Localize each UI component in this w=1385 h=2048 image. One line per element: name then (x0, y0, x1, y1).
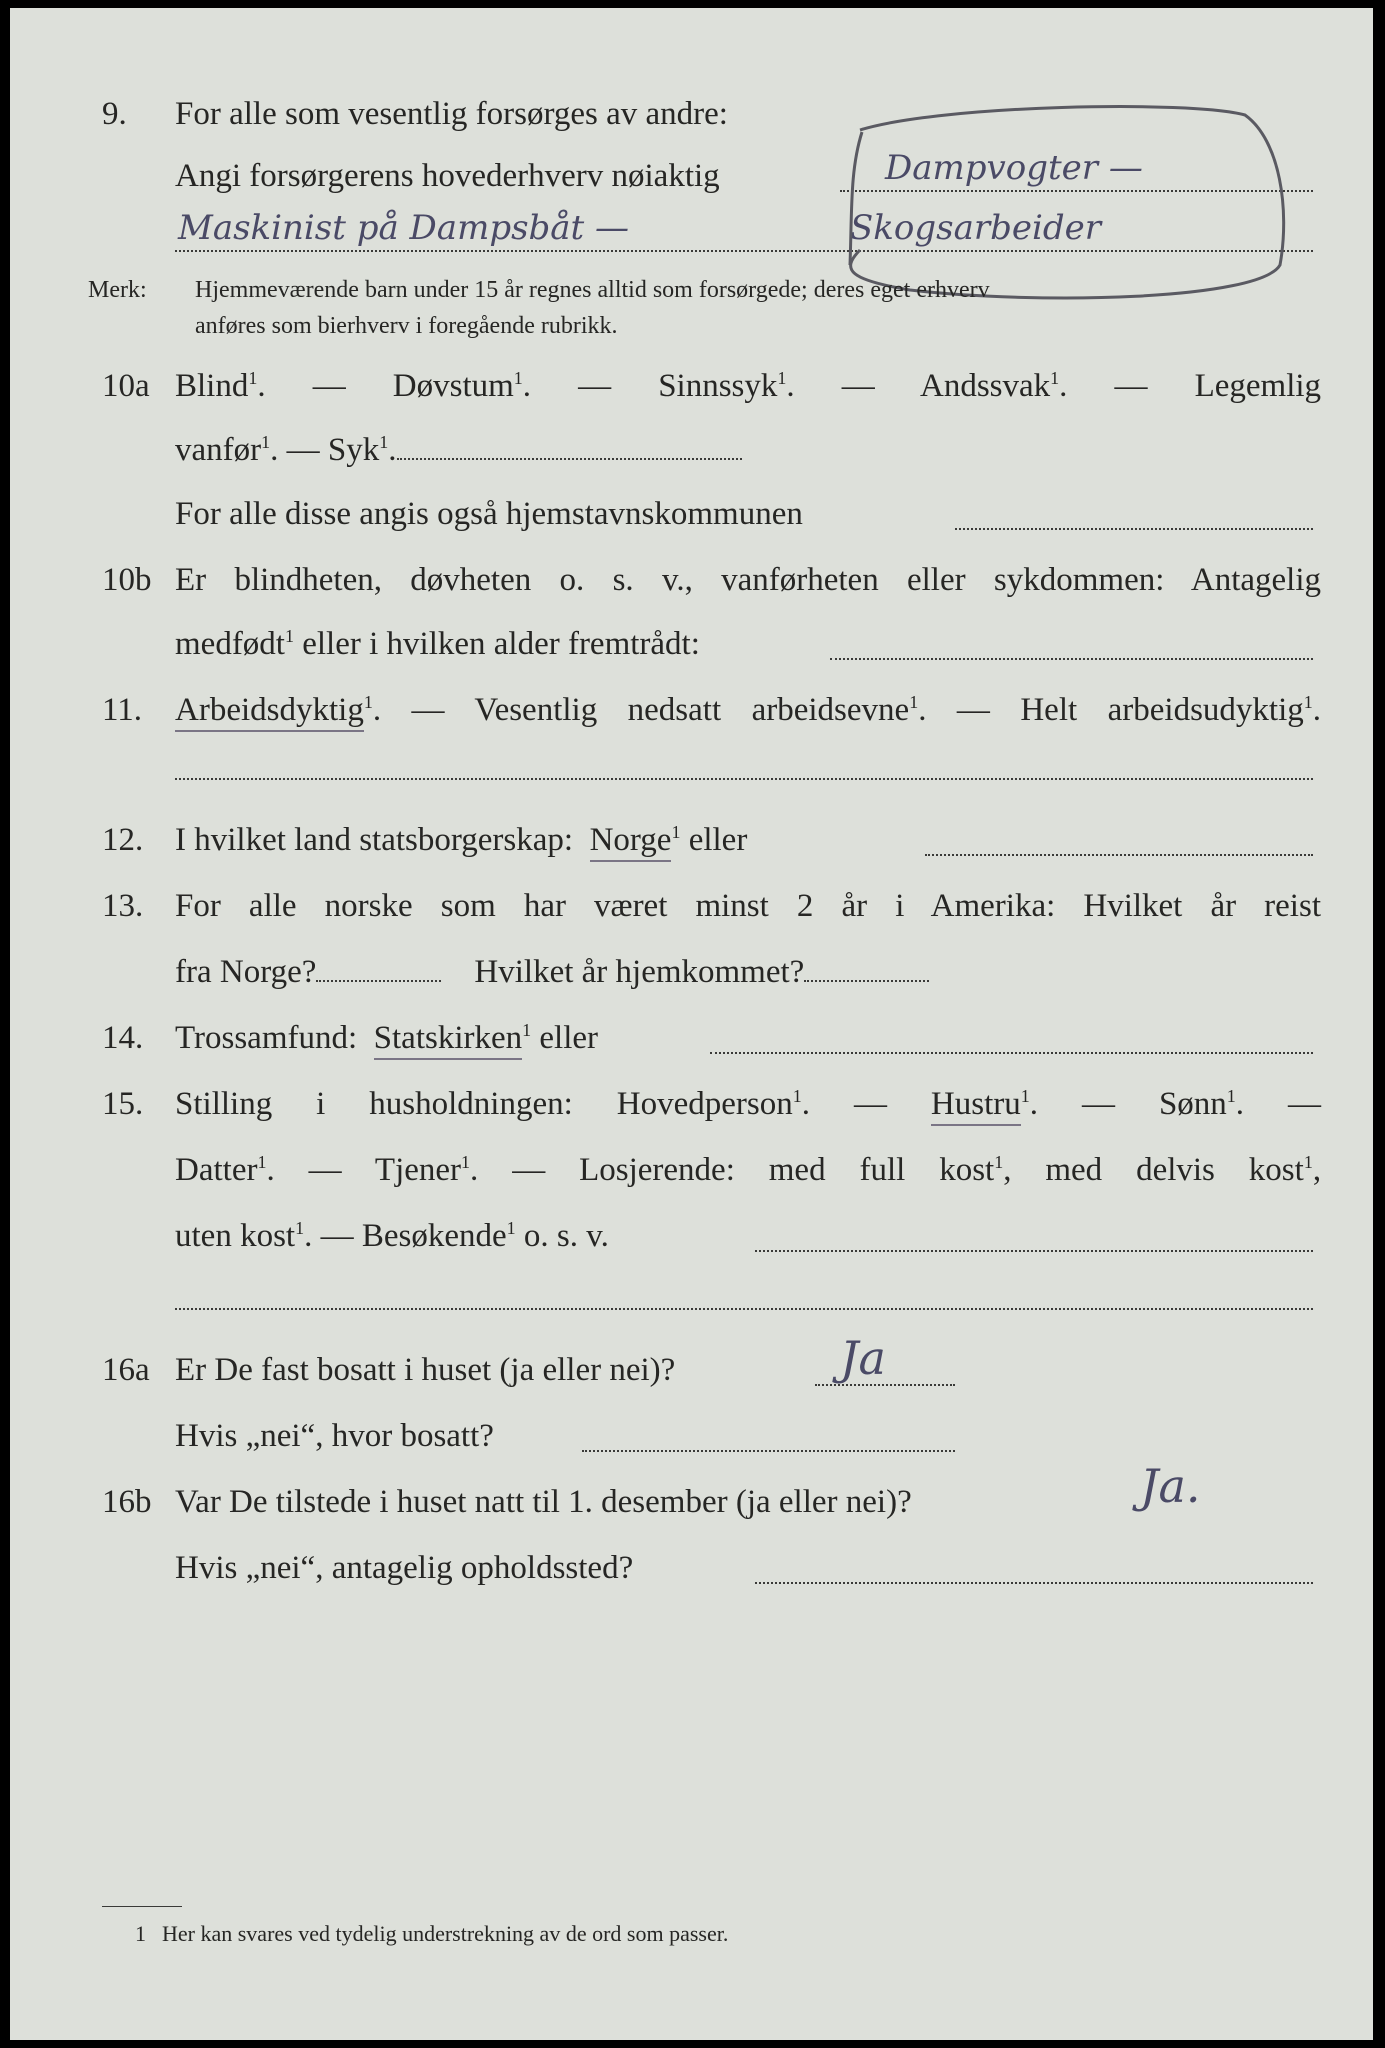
opt-dovstum: Døvstum (392, 368, 514, 404)
footnote-rule (102, 1904, 182, 1907)
footnote-text: Her kan svares ved tydelig understrekning av de ord som passer. (162, 1921, 729, 1946)
q12-number: 12. (102, 822, 144, 858)
q11-opt-arbeidsdyktig: Arbeidsdyktig (175, 692, 364, 732)
opt-legemlig: Legemlig (1194, 368, 1322, 404)
q10a-fill-kommune (955, 526, 1313, 530)
q10a-fill-syk (397, 456, 742, 460)
q11-fill (175, 776, 1313, 780)
q16a-number: 16a (102, 1352, 150, 1388)
q16b-handwritten-answer: Ja. (1140, 1459, 1201, 1513)
q15-number: 15. (102, 1086, 144, 1122)
merk-text1: Hjemmeværende barn under 15 år regnes alltid som forsørgede; deres eget erhverv (195, 277, 990, 303)
q9-handwritten-1: Dampvogter — (885, 148, 1143, 188)
q16b-fill (755, 1580, 1313, 1584)
q13-number: 13. (102, 888, 144, 924)
q13-text1: For alle norske som har været minst 2 år i Amerika: Hvilket år reist (175, 888, 1321, 924)
merk-text2: anføres som bierhverv i foregående rubrikk. (195, 313, 618, 339)
q15-opt-hustru: Hustru (931, 1086, 1021, 1126)
q16a-text1: Er De fast bosatt i huset (ja eller nei)? (175, 1352, 676, 1388)
opt-blind: Blind (175, 368, 249, 404)
q16b-text1: Var De tilstede i huset natt til 1. desember (ja eller nei)? (175, 1484, 912, 1520)
q9-text2: Angi forsørgerens hovederhverv nøiaktig (175, 158, 720, 194)
q16b-text2: Hvis „nei“, antagelig opholdssted? (175, 1550, 634, 1586)
q10a-number: 10a (102, 368, 150, 404)
opt-sinnssyk: Sinnssyk (658, 368, 778, 404)
q14-fill (710, 1050, 1313, 1054)
footnote-mark: 1 (135, 1921, 146, 1946)
opt-syk: Syk (327, 432, 380, 468)
q10b-text1: Er blindheten, døvheten o. s. v., vanførheten eller sykdommen: Antagelig (175, 562, 1321, 598)
q9-text1: For alle som vesentlig forsørges av andre: (175, 96, 728, 132)
q13-fill-hjemkommet (804, 978, 929, 982)
q16a-handwritten-answer: Ja (840, 1331, 886, 1385)
q10a-options: Blind$^1$. — Døvstum$^1$. — Sinnssyk$^1$. — Andssvak$^1$. — Legemlig (175, 368, 1322, 404)
q9-handwritten-2: Maskinist på Dampsbåt — (178, 208, 630, 248)
q12-fill (925, 852, 1313, 856)
q10a-text3: For alle disse angis også hjemstavnskommunen (175, 496, 803, 532)
opt-andssvak: Andssvak (920, 368, 1051, 404)
q13-fill-reist (316, 978, 441, 982)
q14-number: 14. (102, 1020, 144, 1056)
q16a-fill-bosatt (582, 1448, 955, 1452)
q14-opt-statskirken: Statskirken (374, 1020, 522, 1060)
q9-handwritten-3: Skogsarbeider (850, 208, 1101, 248)
merk-label: Merk: (88, 277, 147, 303)
q15-fill-line3 (755, 1248, 1313, 1252)
q10b-number: 10b (102, 562, 152, 598)
census-form-page: 9. For alle som vesentlig forsørges av andre: Angi forsørgerens hovederhverv nøiaktig Dampvogter — Maskinist på Dampsbåt — Skogsarbeider Merk: Hjemmeværende barn under 15 år regnes alltid som forsørgede; deres eget erhverv anføres som bierhverv i foregående rubrikk. 10a Blind$^1$. — Døvstum$^1$. — Sinnssyk$^1$. — Andssvak$^1$. — Legemlig vanfør$^1$. — Syk$^1$. For alle disse angis også hjemstavnskommunen 10b Er blindheten, døvheten o. s. v., vanførheten eller sykdommen: Antagelig medfødt$^1$ eller i hvilken alder fremtrådt: 11. Arbeidsdyktig$^1$. — Vesentlig nedsatt arbeidsevne$^1$. — Helt arbeidsudyktig$^1$. 12. I hvilket land statsborgerskap: Norge$^1$ eller 13. For alle norske som har været minst 2 år i Amerika: Hvilket år reist fra Norge? Hvilket år hjemkommet? 14. Trossamfund: Statskirken$^1$ eller 15. Stilling i husholdningen: Hovedperson$^1$. — Hustru$^1$. — Sønn$^1$. — Datter$^1$. — Tjener$^1$. — Losjerende: med full kost$^1$, med delvis kost$^1$, uten kost$^1$. — Besøkende$^1$ o. s. v. 16a Er De fast bosatt i huset (ja eller nei)? Ja Hvis „nei“, hvor bosatt? 16b Var De tilstede i huset natt til 1. desember (ja eller nei)? Ja. Hvis „nei“, antagelig opholdssted? 1 Her kan svares ved tydelig understrekning av de ord som passer. (10, 8, 1373, 2040)
q12-opt-norge: Norge (590, 822, 672, 862)
q11-number: 11. (102, 692, 143, 728)
q15-fill-line4 (175, 1306, 1313, 1310)
opt-vanfor: vanfør (175, 432, 262, 468)
q11-opt-nedsatt: Vesentlig nedsatt arbeidsevne (474, 692, 910, 728)
q11-opt-udyktig: Helt arbeidsudyktig (1020, 692, 1304, 728)
q16a-text2: Hvis „nei“, hvor bosatt? (175, 1418, 494, 1454)
q16b-number: 16b (102, 1484, 152, 1520)
q9-number: 9. (102, 96, 127, 132)
q10b-fill (830, 656, 1313, 660)
